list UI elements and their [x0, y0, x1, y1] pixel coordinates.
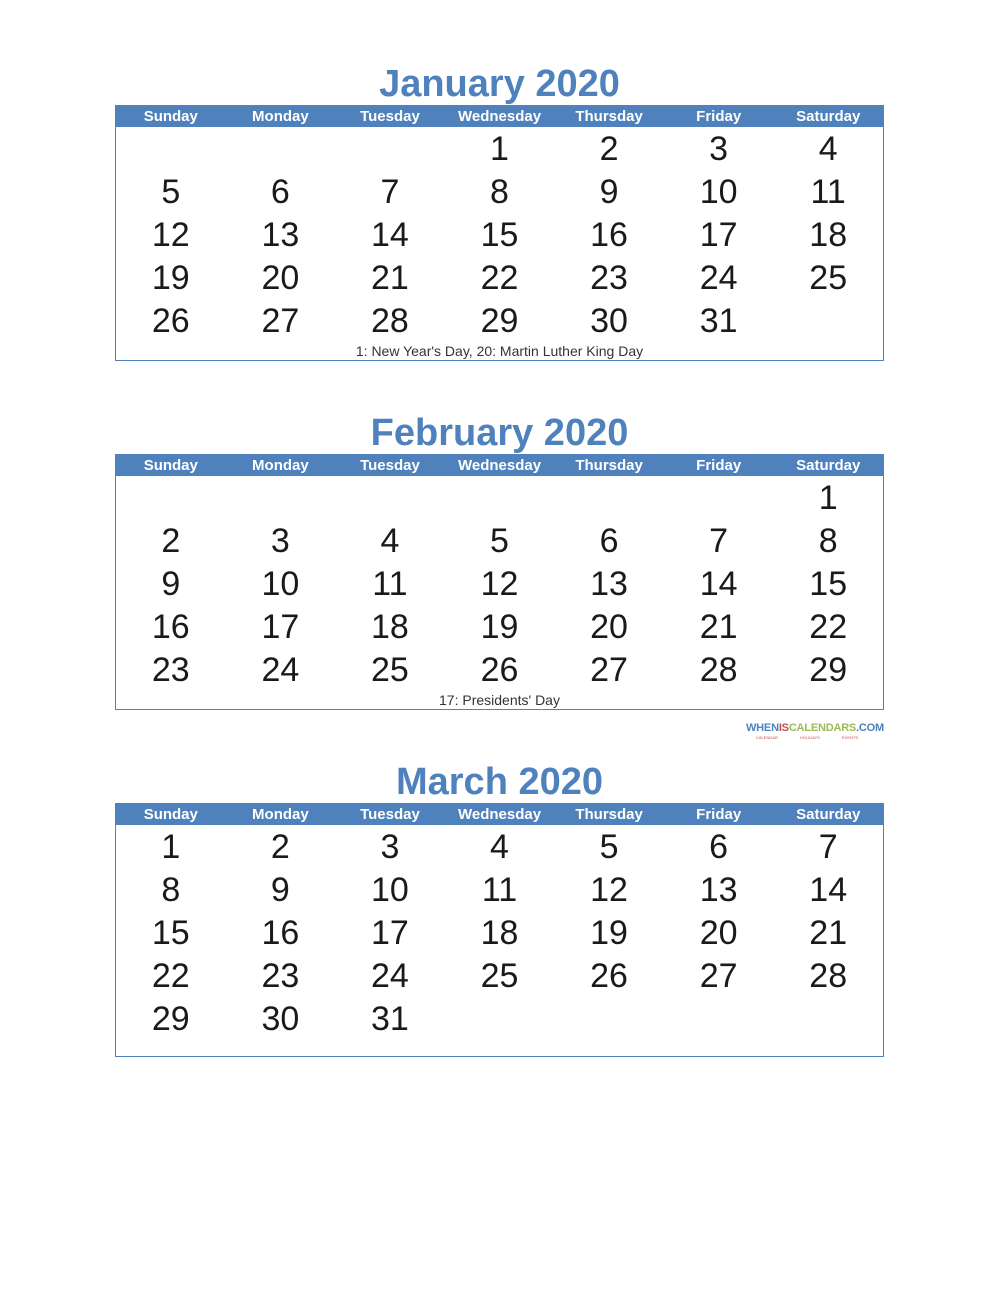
day-grid: [116, 476, 883, 691]
day-number: 27: [590, 651, 628, 689]
day-number: 31: [371, 1000, 409, 1038]
empty-day-cell: [554, 476, 664, 519]
day-number: 27: [699, 957, 738, 995]
day-number: 13: [261, 216, 300, 254]
weekday-label: Friday: [696, 457, 742, 474]
holiday-note: 1: New Year's Day, 20: Martin Luther King Day: [355, 343, 644, 359]
day-number: 30: [261, 1000, 300, 1038]
site-logo: [746, 722, 884, 744]
day-number: 16: [151, 608, 190, 646]
day-number: 7: [818, 828, 838, 866]
day-number: 23: [590, 259, 628, 297]
day-number: 2: [599, 130, 619, 168]
day-number: 5: [599, 828, 619, 866]
logo-part: CALENDARS: [788, 722, 857, 734]
day-number: 8: [161, 871, 181, 909]
empty-day-cell: [664, 997, 774, 1040]
day-number: 12: [151, 216, 190, 254]
weekday-label: Tuesday: [360, 108, 420, 125]
day-number: 28: [809, 957, 848, 995]
weekday-label: Tuesday: [360, 806, 420, 823]
day-number: 26: [590, 957, 628, 995]
day-number: 18: [480, 914, 519, 952]
weekday-label: Monday: [252, 108, 309, 125]
day-number: 19: [480, 608, 519, 646]
calendar-table: [115, 105, 884, 361]
day-number: 1: [818, 479, 838, 517]
weekday-label: Wednesday: [457, 806, 542, 823]
month-title: March 2020: [395, 761, 603, 803]
empty-day-cell: [335, 476, 445, 519]
day-number: 14: [809, 871, 848, 909]
day-number: 25: [809, 259, 848, 297]
weekday-label: Saturday: [796, 806, 861, 823]
day-number: 5: [161, 173, 181, 211]
weekday-label: Friday: [696, 108, 742, 125]
month-title: February 2020: [370, 412, 629, 454]
day-number: 25: [480, 957, 519, 995]
day-number: 31: [699, 302, 738, 340]
empty-day-cell: [226, 476, 336, 519]
day-number: 4: [818, 130, 838, 168]
day-number: 21: [371, 259, 409, 297]
day-number: 17: [371, 914, 409, 952]
day-number: 23: [151, 651, 190, 689]
day-number: 15: [151, 914, 190, 952]
logo-tagline-item: HOLIDAYS: [799, 735, 820, 740]
day-number: 21: [809, 914, 848, 952]
weekday-label: Thursday: [575, 806, 643, 823]
day-number: 18: [809, 216, 848, 254]
day-number: 24: [371, 957, 409, 995]
day-number: 19: [590, 914, 628, 952]
day-number: 8: [490, 173, 509, 211]
holiday-note: 17: Presidents' Day: [439, 692, 560, 708]
day-grid: [116, 825, 883, 1040]
logo-tagline: [746, 735, 868, 741]
day-number: 6: [709, 828, 729, 866]
day-number: 12: [480, 565, 519, 603]
day-number: 22: [480, 259, 519, 297]
day-number: 21: [699, 608, 738, 646]
weekday-label: Friday: [696, 806, 742, 823]
day-number: 22: [809, 608, 848, 646]
day-number: 14: [371, 216, 409, 254]
day-number: 17: [699, 216, 738, 254]
day-number: 10: [371, 871, 409, 909]
day-number: 11: [810, 173, 846, 211]
weekday-header: [116, 105, 883, 127]
day-number: 10: [699, 173, 738, 211]
day-number: 15: [809, 565, 848, 603]
day-number: 12: [590, 871, 628, 909]
logo-tagline-item: CALENDAR: [756, 735, 778, 740]
day-number: 3: [709, 130, 729, 168]
day-number: 29: [151, 1000, 190, 1038]
empty-day-cell: [226, 127, 336, 170]
day-number: 18: [371, 608, 409, 646]
empty-day-cell: [116, 127, 226, 170]
weekday-label: Wednesday: [457, 457, 542, 474]
day-number: 2: [270, 828, 290, 866]
day-number: 29: [809, 651, 848, 689]
day-number: 1: [490, 130, 509, 168]
empty-day-cell: [335, 127, 445, 170]
day-number: 29: [480, 302, 519, 340]
day-number: 24: [699, 259, 738, 297]
weekday-label: Sunday: [143, 806, 198, 823]
day-number: 7: [380, 173, 400, 211]
empty-day-cell: [554, 997, 664, 1040]
empty-day-cell: [773, 299, 883, 342]
day-number: 10: [261, 565, 300, 603]
logo-part: WHEN: [746, 722, 779, 734]
weekday-label: Monday: [252, 806, 309, 823]
day-number: 28: [699, 651, 738, 689]
day-number: 6: [599, 522, 619, 560]
day-number: 27: [261, 302, 300, 340]
empty-day-cell: [116, 476, 226, 519]
day-number: 1: [161, 828, 181, 866]
calendar-table: [115, 454, 884, 710]
day-number: 22: [151, 957, 190, 995]
calendar-table: [115, 803, 884, 1057]
day-number: 30: [590, 302, 628, 340]
day-number: 16: [261, 914, 300, 952]
weekday-label: Thursday: [575, 108, 643, 125]
day-number: 9: [599, 173, 619, 211]
weekday-header: [116, 803, 883, 825]
empty-day-cell: [773, 997, 883, 1040]
day-number: 26: [151, 302, 190, 340]
weekday-label: Tuesday: [360, 457, 420, 474]
day-number: 6: [270, 173, 290, 211]
empty-day-cell: [664, 476, 774, 519]
day-number: 4: [490, 828, 509, 866]
empty-day-cell: [445, 997, 555, 1040]
weekday-label: Sunday: [143, 457, 198, 474]
day-number: 11: [372, 565, 408, 603]
day-number: 9: [161, 565, 181, 603]
day-number: 7: [709, 522, 729, 560]
day-number: 16: [590, 216, 628, 254]
logo-part: IS: [778, 722, 789, 734]
weekday-label: Monday: [252, 457, 309, 474]
weekday-label: Thursday: [575, 457, 643, 474]
day-number: 9: [270, 871, 290, 909]
empty-day-cell: [445, 476, 555, 519]
day-number: 20: [699, 914, 738, 952]
logo-part: .COM: [856, 722, 884, 734]
day-number: 3: [270, 522, 290, 560]
weekday-label: Saturday: [796, 457, 861, 474]
day-number: 8: [818, 522, 838, 560]
day-number: 28: [371, 302, 409, 340]
day-number: 11: [481, 871, 518, 909]
weekday-label: Sunday: [143, 108, 198, 125]
day-number: 20: [261, 259, 300, 297]
day-number: 20: [590, 608, 628, 646]
day-number: 25: [371, 651, 409, 689]
day-number: 14: [699, 565, 738, 603]
weekday-label: Wednesday: [457, 108, 542, 125]
day-number: 2: [161, 522, 181, 560]
day-number: 19: [151, 259, 190, 297]
month-title: January 2020: [379, 63, 620, 105]
day-number: 13: [590, 565, 628, 603]
day-number: 5: [490, 522, 509, 560]
day-number: 17: [261, 608, 300, 646]
day-number: 26: [480, 651, 519, 689]
day-number: 3: [380, 828, 400, 866]
logo-wordmark: [746, 722, 884, 735]
day-grid: [116, 127, 883, 342]
day-number: 15: [480, 216, 519, 254]
day-number: 23: [261, 957, 300, 995]
day-number: 24: [261, 651, 300, 689]
weekday-label: Saturday: [796, 108, 861, 125]
day-number: 4: [380, 522, 400, 560]
weekday-header: [116, 454, 883, 476]
day-number: 13: [699, 871, 738, 909]
logo-tagline-item: EVENTS: [841, 735, 858, 740]
